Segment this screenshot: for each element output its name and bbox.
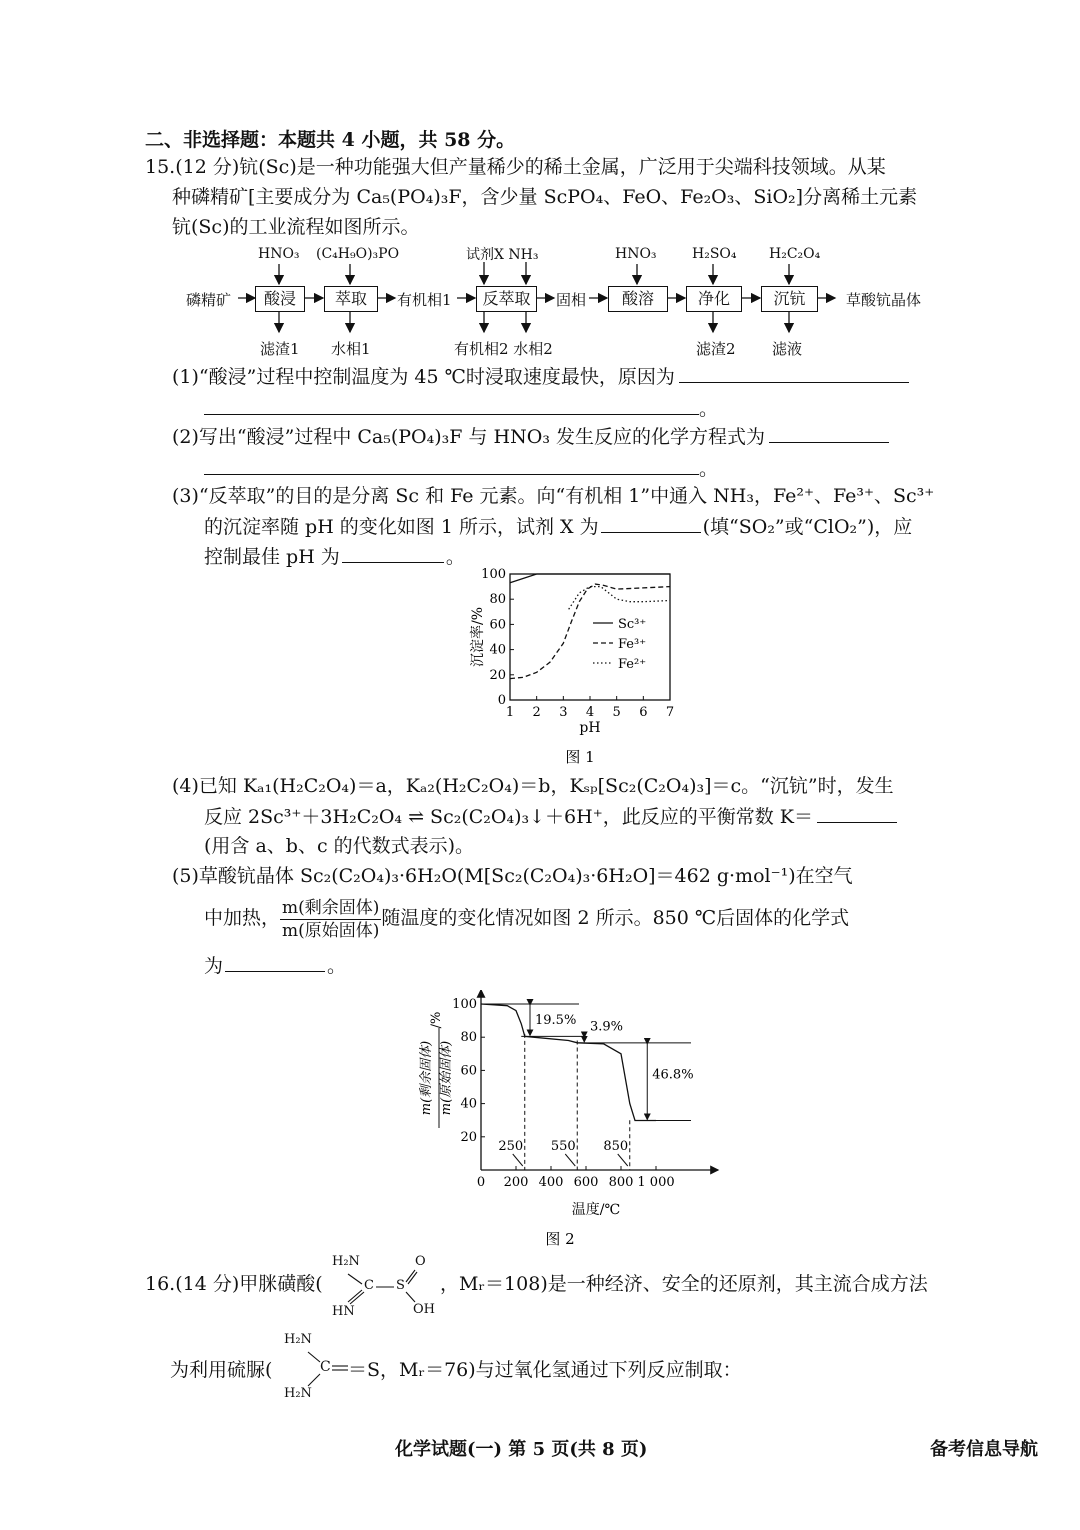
q16-line2-start: 为利用硫脲(	[170, 1359, 273, 1381]
process-flow-diagram	[0, 0, 1080, 360]
reagent-hno3-1: HNO₃	[258, 246, 300, 262]
reagent-h2so4: H₂SO₄	[692, 246, 737, 262]
q15-part2-text: (2)写出“酸浸”过程中 Ca₅(PO₄)₃F 与 HNO₃ 发生反应的化学方程式为	[172, 426, 765, 448]
flow-end-product: 草酸钪晶体	[846, 291, 922, 309]
q15-part3-line2	[204, 514, 912, 539]
fig1-legend-label: Fe³⁺	[618, 637, 647, 652]
flow-step-purify: 净化	[686, 286, 742, 312]
q15-part2-line2	[204, 456, 718, 481]
flow-step-back-extraction: 反萃取	[476, 286, 537, 312]
q15-part5-line3	[204, 953, 346, 978]
q15-part2-end: 。	[699, 458, 719, 480]
q15-part5-text-b: 随温度的变化情况如图 2 所示。850 ℃后固体的化学式	[381, 907, 850, 929]
fig1-y-tick-label: 40	[489, 642, 506, 658]
structure-1-o: O	[415, 1254, 426, 1269]
fig2-ylabel-numerator: m(剩余固体)	[419, 1040, 434, 1116]
fig2-mark-label: 250	[498, 1139, 524, 1154]
structure-1-c: C	[364, 1278, 374, 1293]
flow-start: 磷精矿	[186, 291, 232, 309]
fraction-numerator: m(剩余固体)	[282, 897, 380, 918]
fig1-x-tick-label: 2	[532, 705, 541, 720]
formamidine-sulfinic-acid-structure	[318, 1252, 438, 1332]
fig2-loss-label: 3.9%	[590, 1019, 624, 1035]
fig1-x-tick-label: 6	[639, 705, 648, 720]
fig1-legend-label: Fe²⁺	[618, 657, 647, 672]
q15-part1-line2	[204, 396, 718, 421]
q15-part5-end: 。	[327, 955, 347, 977]
q15-part3-text-c: 控制最佳 pH 为	[204, 546, 340, 568]
fig1-x-tick-label: 3	[559, 705, 568, 720]
footer-page-info: 化学试题(一) 第 5 页(共 8 页)	[395, 1439, 648, 1460]
figure-1-precipitation-chart	[460, 565, 700, 775]
fig2-x-tick-label: 1 000	[637, 1175, 675, 1190]
fig2-mark-label: 550	[550, 1139, 576, 1154]
fig2-loss-label: 46.8%	[652, 1067, 694, 1083]
fig2-y-tick-label: 80	[460, 1030, 477, 1046]
structure-2-h2n-bottom: H₂N	[284, 1386, 312, 1401]
fig2-x-tick-label: 400	[538, 1175, 564, 1190]
fig1-x-tick-label: 7	[665, 705, 675, 720]
q15-part1-line1	[172, 364, 909, 389]
reagent-tbp: (C₄H₉O)₃PO	[316, 246, 400, 262]
answer-blank-2b[interactable]	[204, 456, 699, 475]
output-aqueous-phase-1: 水相1	[331, 340, 371, 358]
output-filter-residue-2: 滤渣2	[696, 340, 736, 358]
fig2-x-tick-label: 0	[476, 1175, 486, 1190]
fig1-y-tick-label: 0	[497, 693, 506, 708]
fig1-legend	[593, 617, 646, 672]
footer-brand: 备考信息导航	[930, 1439, 1038, 1460]
reagent-x-nh3: 试剂X NH₃	[466, 247, 539, 263]
structure-1-s: S	[396, 1278, 405, 1293]
q15-part5-text-a: 中加热，	[204, 907, 281, 929]
structure-1-hn: HN	[332, 1304, 355, 1319]
q15-part3-text-a: 的沉淀率随 pH 的变化如图 1 所示，试剂 X 为	[204, 516, 599, 538]
structure-2-c: C	[320, 1359, 331, 1375]
q15-part4-line3: (用含 a、b、c 的代数式表示)。	[204, 835, 475, 857]
fig2-y-tick-label: 40	[460, 1096, 477, 1112]
q15-part4-line1: (4)已知 Kₐ₁(H₂C₂O₄)＝a，Kₐ₂(H₂C₂O₄)＝b，Kₛₚ[Sc₂(C₂O₄)₃]＝c。“沉钪”时，发生	[172, 775, 894, 797]
flow-step-acid-dissolve: 酸溶	[608, 286, 668, 312]
section-title: 二、非选择题：本题共 4 小题，共 58 分。	[145, 129, 516, 151]
answer-blank-3b[interactable]	[342, 544, 444, 563]
q15-intro-line2: 种磷精矿[主要成分为 Ca₅(PO₄)₃F，含少量 ScPO₄、FeO、Fe₂O₃、SiO₂]分离稀土元素	[172, 186, 918, 208]
q15-part4-text: 反应 2Sc³⁺＋3H₂C₂O₄ ⇌ Sc₂(C₂O₄)₃↓＋6H⁺，此反应的平衡常数 K＝	[204, 806, 813, 828]
q15-part3-text-b: (填“SO₂”或“ClO₂”)，应	[702, 516, 913, 538]
flow-organic-phase-1: 有机相1	[397, 291, 452, 309]
fig1-caption: 图 1	[565, 748, 595, 766]
fig2-mark-label: 850	[603, 1139, 629, 1154]
fig1-x-axis-label: pH	[579, 720, 601, 736]
fig2-caption: 图 2	[545, 1230, 575, 1248]
output-filtrate: 滤液	[772, 340, 803, 358]
fig2-y-tick-label: 100	[452, 997, 477, 1012]
q15-intro-line1: 15.(12 分)钪(Sc)是一种功能强大但产量稀少的稀土金属，广泛用于尖端科技领域。从某	[145, 156, 886, 178]
fig1-y-tick-label: 60	[489, 617, 506, 633]
reagent-h2c2o4: H₂C₂O₄	[769, 246, 821, 262]
fig2-loss-label: 19.5%	[535, 1012, 577, 1028]
structure-1-h2n: H₂N	[332, 1254, 360, 1269]
fig1-series-sc3	[510, 574, 670, 583]
fig2-x-tick-label: 200	[503, 1175, 529, 1190]
fig1-y-tick-label: 100	[481, 567, 506, 582]
output-organic2-aqueous2: 有机相2 水相2	[454, 340, 553, 358]
structure-2-h2n-top: H₂N	[284, 1332, 312, 1347]
fig1-y-tick-label: 20	[489, 667, 506, 683]
flow-step-acid-leach: 酸浸	[255, 286, 305, 312]
answer-blank-1a[interactable]	[679, 364, 909, 383]
fig1-x-tick-label: 1	[505, 705, 515, 720]
q15-part1-text: (1)“酸浸”过程中控制温度为 45 ℃时浸取速度最快，原因为	[172, 366, 675, 388]
q15-part4-line2	[204, 804, 897, 829]
thiourea-structure	[280, 1330, 350, 1410]
fig2-y-tick-label: 60	[460, 1063, 477, 1079]
q15-part2-line1	[172, 424, 889, 449]
answer-blank-1b[interactable]	[204, 396, 699, 415]
fig1-y-axis-label: 沉淀率/%	[470, 606, 486, 668]
q15-part1-end: 。	[699, 398, 719, 420]
fig1-series-fe2	[569, 587, 670, 610]
fig2-ylabel-denominator: m(原始固体)	[439, 1040, 454, 1116]
q15-part5-line2	[204, 893, 849, 943]
q15-intro-line3: 钪(Sc)的工业流程如图所示。	[172, 216, 420, 238]
fig2-ylabel-unit: /%	[429, 1011, 444, 1029]
flow-step-extraction: 萃取	[324, 286, 378, 312]
fig1-legend-label: Sc³⁺	[618, 617, 647, 632]
q15-part3-line3	[204, 544, 465, 569]
answer-blank-4[interactable]	[817, 804, 897, 823]
fraction-denominator: m(原始固体)	[282, 920, 380, 941]
q15-part3-line1: (3)“反萃取”的目的是分离 Sc 和 Fe 元素。向“有机相 1”中通入 NH₃，Fe²⁺、Fe³⁺、Sc³⁺	[172, 485, 935, 507]
fig1-x-tick-label: 4	[585, 705, 595, 720]
flow-solid-phase: 固相	[556, 291, 587, 309]
q16-line1-end: ，Mᵣ＝108)是一种经济、安全的还原剂，其主流合成方法	[440, 1273, 928, 1295]
q15-part5-text-c: 为	[204, 955, 224, 977]
q15-part3-end: 。	[445, 546, 465, 568]
fig2-mark-pointer	[618, 1154, 628, 1166]
mass-ratio-fraction	[280, 897, 381, 942]
fig1-x-tick-label: 5	[612, 705, 621, 720]
fig2-mark-pointer	[513, 1154, 523, 1166]
answer-blank-5[interactable]	[225, 953, 325, 972]
answer-blank-2a[interactable]	[769, 424, 889, 443]
fig1-y-tick-label: 80	[489, 592, 506, 608]
output-filter-residue-1: 滤渣1	[260, 340, 300, 358]
flow-step-precipitate-sc: 沉钪	[761, 286, 818, 312]
structure-1-oh: OH	[413, 1302, 435, 1317]
fig2-mark-pointer	[565, 1154, 575, 1166]
fig2-x-tick-label: 800	[608, 1175, 634, 1190]
fig2-y-axis-label	[419, 1012, 454, 1128]
fig2-y-tick-label: 20	[460, 1129, 477, 1145]
q15-part5-line1: (5)草酸钪晶体 Sc₂(C₂O₄)₃·6H₂O(M[Sc₂(C₂O₄)₃·6H₂O]＝462 g·mol⁻¹)在空气	[172, 865, 853, 887]
figure-2-thermogravimetric-chart	[400, 990, 720, 1250]
q16-line1-start: 16.(14 分)甲脒磺酸(	[145, 1273, 323, 1295]
fig2-x-axis-label: 温度/℃	[571, 1202, 621, 1218]
fig2-x-tick-label: 600	[573, 1175, 599, 1190]
q16-line2-end: ＝S，Mᵣ＝76)与过氧化氢通过下列反应制取：	[348, 1359, 742, 1381]
reagent-hno3-2: HNO₃	[615, 246, 657, 262]
answer-blank-3a[interactable]	[601, 514, 701, 533]
